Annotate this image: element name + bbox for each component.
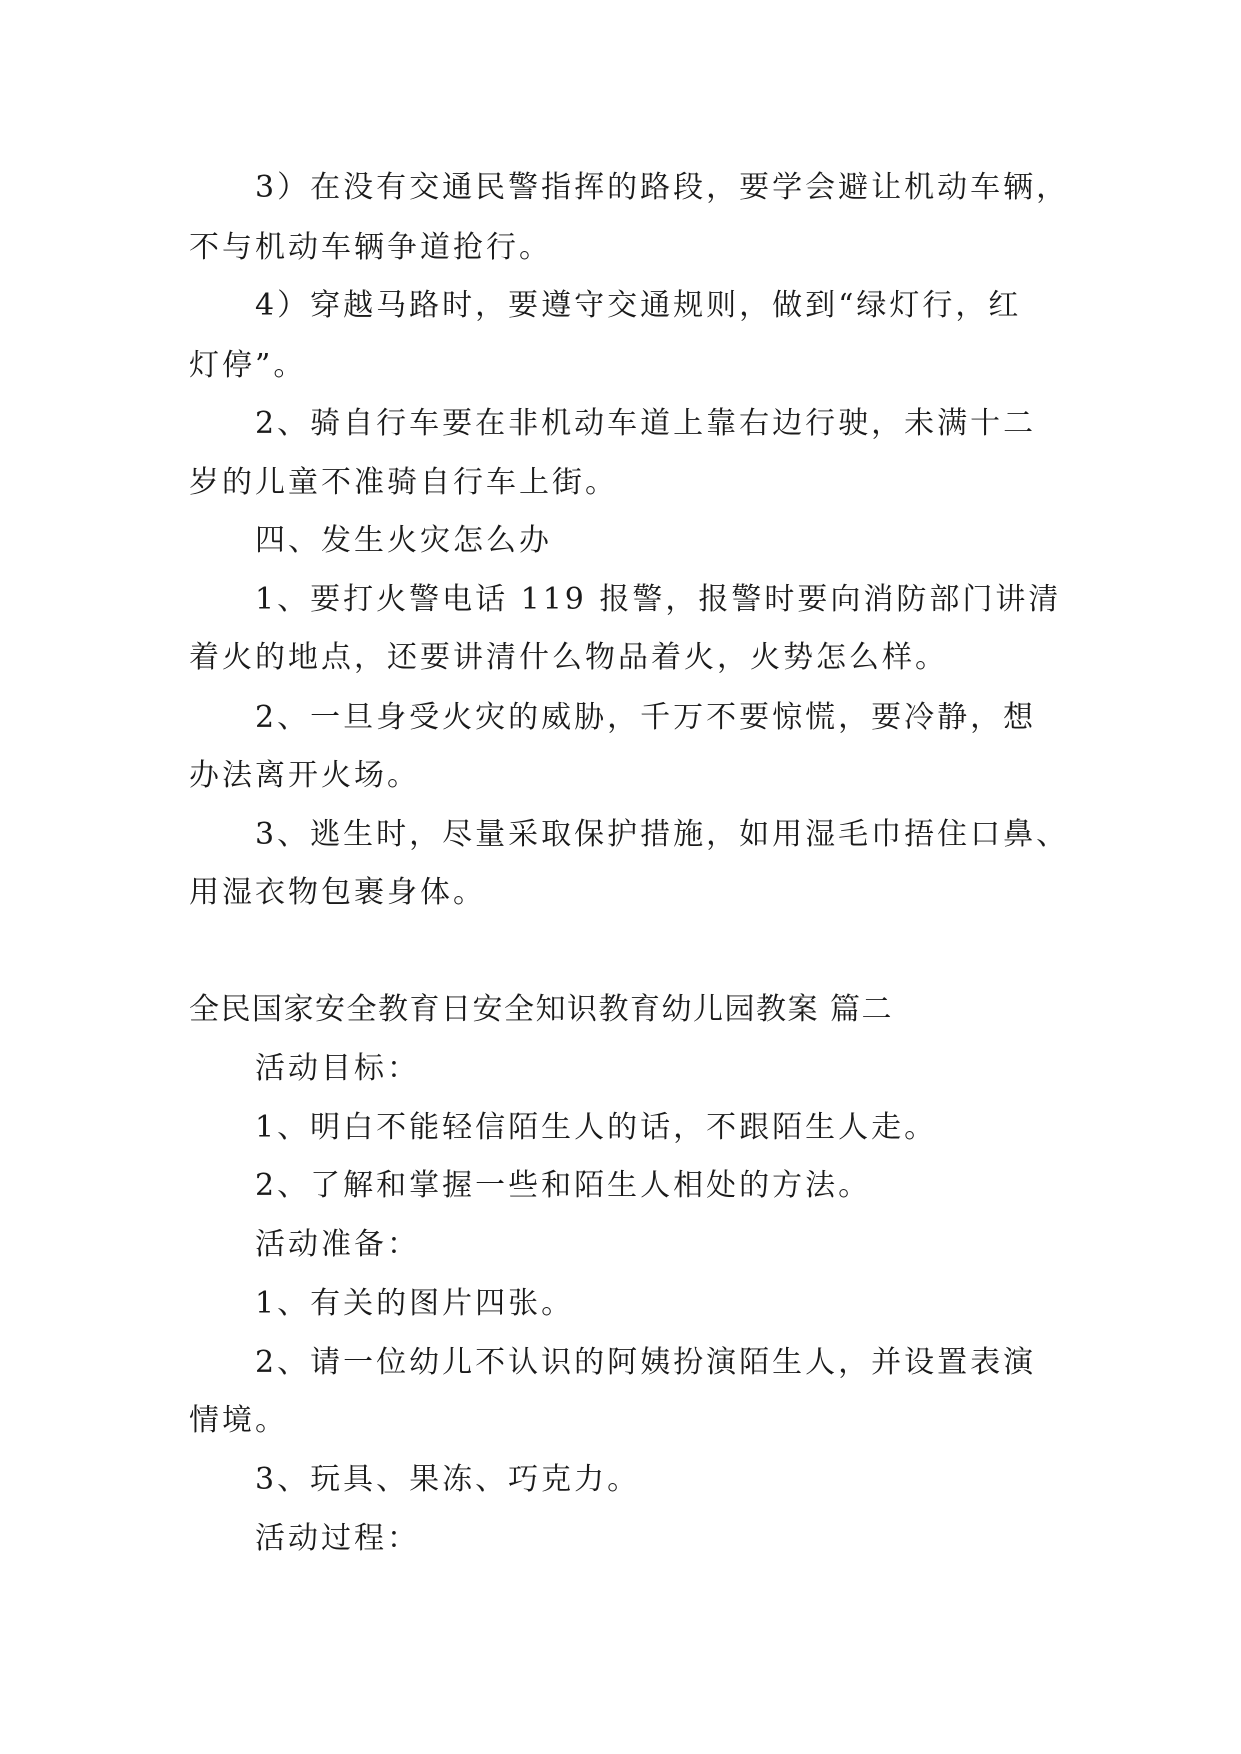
prep-2-line2: 情境。 xyxy=(189,1403,288,1438)
bicycle-rule-line1: 2、骑自行车要在非机动车道上靠右边行驶，未满十二 xyxy=(255,406,1037,441)
process-heading: 活动过程： xyxy=(255,1521,420,1556)
traffic-rule-4-line1: 4）穿越马路时，要遵守交通规则，做到“绿灯行，红 xyxy=(255,288,1022,323)
prep-heading: 活动准备： xyxy=(255,1227,420,1262)
prep-2-line1: 2、请一位幼儿不认识的阿姨扮演陌生人，并设置表演 xyxy=(255,1345,1037,1380)
part2-title: 全民国家安全教育日安全知识教育幼儿园教案 篇二 xyxy=(189,992,894,1027)
bicycle-rule-line2: 岁的儿童不准骑自行车上街。 xyxy=(189,465,618,500)
fire-section-heading: 四、发生火灾怎么办 xyxy=(255,523,552,558)
fire-rule-2-line1: 2、一旦身受火灾的威胁，千万不要惊慌，要冷静，想 xyxy=(255,700,1037,735)
goal-2: 2、了解和掌握一些和陌生人相处的方法。 xyxy=(255,1168,872,1203)
fire-rule-1-line2: 着火的地点，还要讲清什么物品着火，火势怎么样。 xyxy=(189,640,948,675)
prep-3: 3、玩具、果冻、巧克力。 xyxy=(255,1462,641,1497)
traffic-rule-3-line2: 不与机动车辆争道抢行。 xyxy=(189,230,552,265)
fire-rule-2-line2: 办法离开火场。 xyxy=(189,758,420,793)
traffic-rule-3-line1: 3）在没有交通民警指挥的路段，要学会避让机动车辆， xyxy=(255,170,1070,205)
fire-rule-3-line2: 用湿衣物包裹身体。 xyxy=(189,875,486,910)
goal-1: 1、明白不能轻信陌生人的话，不跟陌生人走。 xyxy=(255,1110,938,1145)
fire-rule-1-line1: 1、要打火警电话 119 报警，报警时要向消防部门讲清 xyxy=(255,582,1062,617)
prep-1: 1、有关的图片四张。 xyxy=(255,1286,575,1321)
fire-rule-3-line1: 3、逃生时，尽量采取保护措施，如用湿毛巾捂住口鼻、 xyxy=(255,817,1070,852)
traffic-rule-4-line2: 灯停”。 xyxy=(189,348,307,383)
goals-heading: 活动目标： xyxy=(255,1051,420,1086)
